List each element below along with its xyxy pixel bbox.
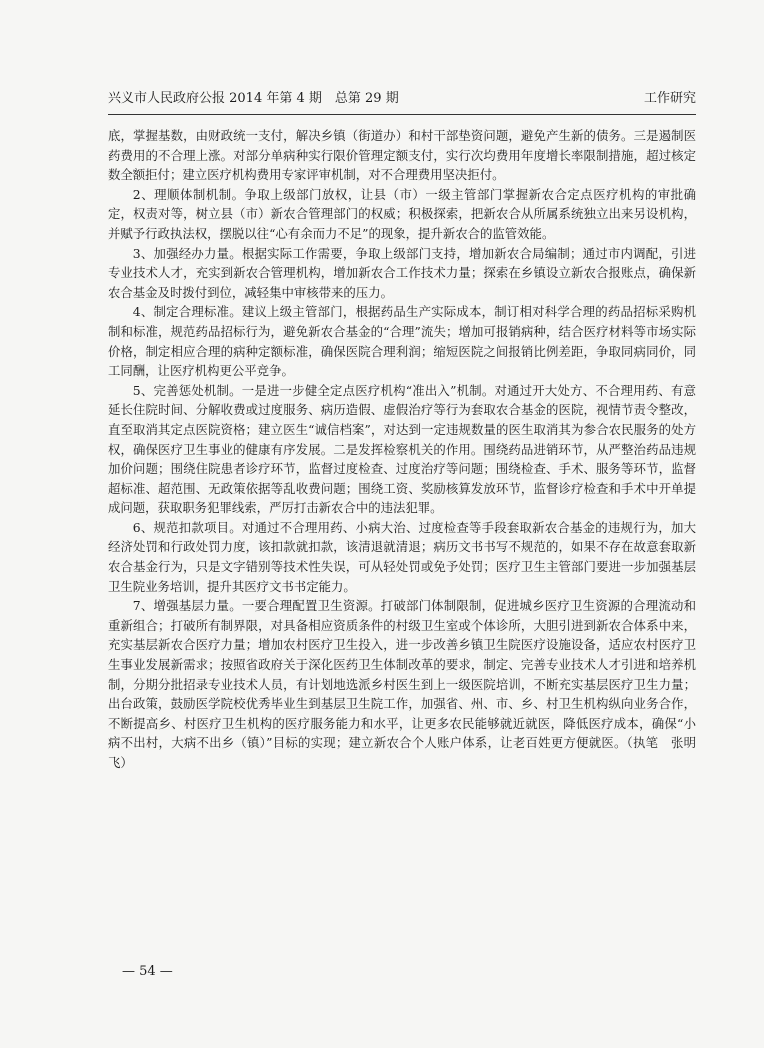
paragraph-item-5: 5、完善惩处机制。一是进一步健全定点医疗机构“准出入”机制。对通过开大处方、不合理用药、有意延长住院时间、分解收费或过度服务、病历造假、虚假治疗等行为套取农合基金的医院，视情节责令整改，直至取消其定点医院资格；建立医生“诚信档案”，对达到一定违规数量的医生取消其为参合农民服务的处方权，确保医疗卫生事业的健康有序发展。二是发挥检察机关的作用。围绕药品进销环节，从严整治药品违规加价问题；围绕住院患者诊疗环节，监督过度检查、过度治疗等问题；围绕检查、手术、服务等环节，监督超标准、超范围、无政策依据等乱收费问题；围绕工资、奖励核算发放环节，监督诊疗检查和手术中开单提成问题，获取职务犯罪线索，严厉打击新农合中的违法犯罪。 xyxy=(108,382,696,516)
paragraph-item-3: 3、加强经办力量。根据实际工作需要，争取上级部门支持，增加新农合局编制；通过市内调配，引进专业技术人才，充实到新农合管理机构，增加新农合工作技术力量；探索在乡镇设立新农合报账点，确保新农合基金及时拨付到位，减轻集中审核带来的压力。 xyxy=(108,245,696,300)
page-number: — 54 — xyxy=(122,964,173,979)
header-divider xyxy=(108,114,696,115)
header-publication-title: 兴义市人民政府公报 2014 年第 4 期 总第 29 期 xyxy=(108,91,399,106)
header-section-name: 工作研究 xyxy=(643,91,696,106)
paragraph-item-2: 2、理顺体制机制。争取上级部门放权，让县（市）一级主管部门掌握新农合定点医疗机构的审批确定，权责对等，树立县（市）新农合管理部门的权威；积极探索，把新农合从所属系统独立出来另设机构，并赋予行政执法权，摆脱以往“心有余而力不足”的现象，提升新农合的监管效能。 xyxy=(108,186,696,241)
paragraph-item-7: 7、增强基层力量。一要合理配置卫生资源。打破部门体制限制，促进城乡医疗卫生资源的合理流动和重新组合；打破所有制界限，对具备相应资质条件的村级卫生室或个体诊所，大胆引进到新农合体系中来，充实基层新农合医疗力量；增加农村医疗卫生投入，进一步改善乡镇卫生院医疗设施设备，适应农村医疗卫生事业发展新需求；按照省政府关于深化医药卫生体制改革的要求，制定、完善专业技术人才引进和培养机制，分期分批招录专业技术人员，有计划地选派乡村医生到上一级医院培训，不断充实基层医疗卫生力量；出台政策，鼓励医学院校优秀毕业生到基层卫生院工作，加强省、州、市、乡、村卫生机构纵向业务合作，不断提高乡、村医疗卫生机构的医疗服务能力和水平，让更多农民能够就近就医，降低医疗成本，确保“小病不出村，大病不出乡（镇）”目标的实现；建立新农合个人账户体系，让老百姓更方便就医。（执笔 张明飞） xyxy=(108,598,696,770)
paragraph-item-4: 4、制定合理标准。建议上级主管部门，根据药品生产实际成本，制订相对科学合理的药品招标采购机制和标准，规范药品招标行为，避免新农合基金的“合理”流失；增加可报销病种，结合医疗材料等市场实际价格，制定相应合理的病种定额标准，确保医院合理利润；缩短医院之间报销比例差距，争取同病同价，同工同酬，让医疗机构更公平竞争。 xyxy=(108,304,696,379)
article-body xyxy=(108,126,696,773)
paragraph-item-6: 6、规范扣款项目。对通过不合理用药、小病大治、过度检查等手段套取新农合基金的违规行为，加大经济处罚和行政处罚力度，该扣款就扣款，该清退就清退；病历文书书写不规范的，如果不存在故意套取新农合基金行为，只是文字错别等技术性失误，可从轻处罚或免予处罚；医疗卫生主管部门要进一步加强基层卫生院业务培训，提升其医疗文书书定能力。 xyxy=(108,519,696,594)
paragraph-continued: 底，掌握基数，由财政统一支付，解决乡镇（街道办）和村干部垫资问题，避免产生新的债务。三是遏制医药费用的不合理上涨。对部分单病种实行限价管理定额支付，实行次均费用年度增长率限制措施，超过核定数全额拒付；建立医疗机构费用专家评审机制，对不合理费用坚决拒付。 xyxy=(108,128,696,183)
